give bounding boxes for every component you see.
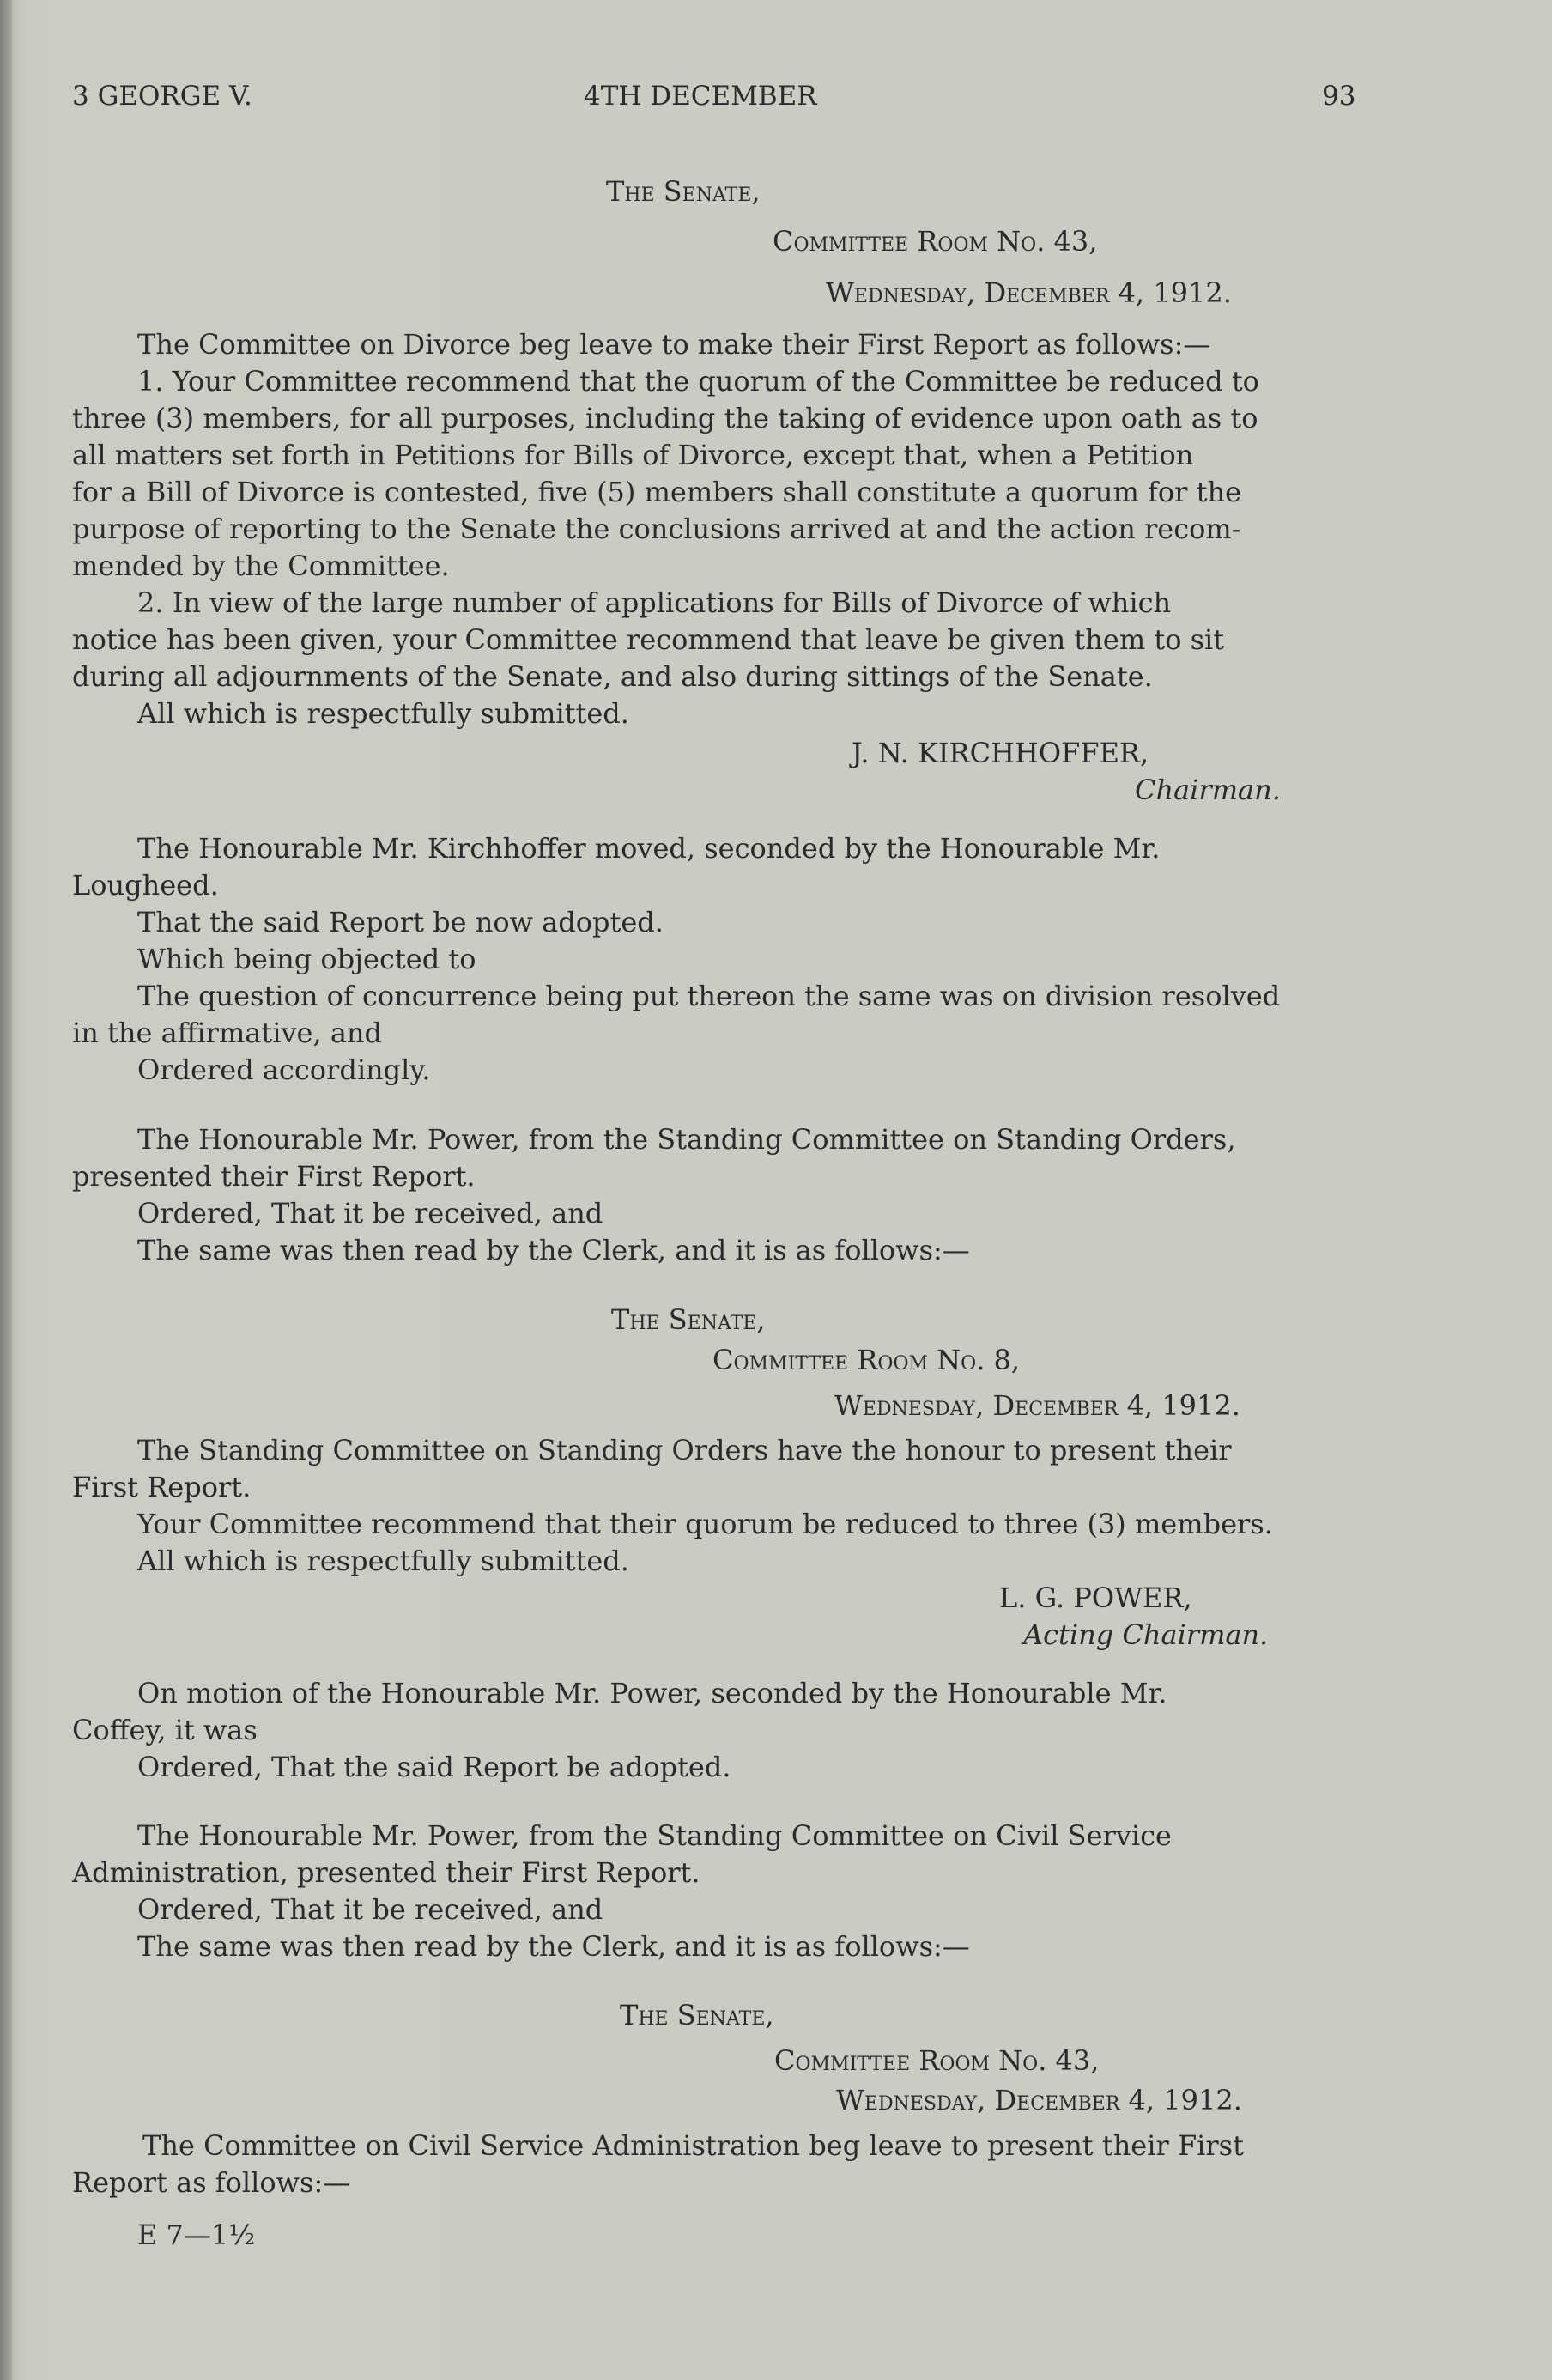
intro3-line: The same was then read by the Clerk, and it is as follows:—	[137, 1930, 970, 1963]
report3-room: Committee Room No. 43,	[774, 2044, 1100, 2077]
motion1-line: Which being objected to	[137, 943, 476, 975]
report1-line: The Committee on Divorce beg leave to make their First Report as follows:—	[137, 328, 1211, 361]
report1-line: during all adjournments of the Senate, and also during sittings of the Senate.	[72, 660, 1153, 693]
intro3-line: Administration, presented their First Report.	[72, 1856, 700, 1889]
report1-line: 2. In view of the large number of applications for Bills of Divorce of which	[137, 586, 1172, 619]
motion1-line: in the affirmative, and	[72, 1017, 382, 1049]
motion1-line: The question of concurrence being put thereon the same was on division resolved	[137, 980, 1281, 1012]
report1-signer-title: Chairman.	[1135, 774, 1281, 806]
report1-line: three (3) members, for all purposes, including the taking of evidence upon oath as to	[72, 402, 1258, 434]
motion2-line: Coffey, it was	[72, 1714, 258, 1746]
report3-line: The Committee on Civil Service Administration beg leave to present their First	[142, 2129, 1244, 2162]
page-number: 93	[1322, 81, 1356, 112]
intro3-line: Ordered, That it be received, and	[137, 1893, 603, 1926]
report2-line: Your Committee recommend that their quorum be reduced to three (3) members.	[137, 1508, 1273, 1540]
report1-line: notice has been given, your Committee recommend that leave be given them to sit	[72, 623, 1225, 656]
report1-date: Wednesday, December 4, 1912.	[826, 276, 1232, 309]
report2-date: Wednesday, December 4, 1912.	[834, 1389, 1240, 1422]
report2-senate: The Senate,	[611, 1303, 766, 1336]
motion1-line: The Honourable Mr. Kirchhoffer moved, seconded by the Honourable Mr.	[137, 832, 1161, 865]
report2-line: First Report.	[72, 1471, 252, 1503]
intro2-line: The same was then read by the Clerk, and it is as follows:—	[137, 1234, 970, 1266]
header-date: 4TH DECEMBER	[584, 81, 817, 112]
motion1-line: That the said Report be now adopted.	[137, 906, 664, 938]
header-session: 3 GEORGE V.	[72, 81, 252, 112]
report1-room: Committee Room No. 43,	[773, 225, 1098, 258]
report3-date: Wednesday, December 4, 1912.	[836, 2084, 1242, 2116]
report1-line: all matters set forth in Petitions for Bills of Divorce, except that, when a Petition	[72, 439, 1194, 471]
report1-line: purpose of reporting to the Senate the conclusions arrived at and the action recom-	[72, 513, 1241, 545]
page-binding-edge	[0, 0, 12, 2380]
report2-line: The Standing Committee on Standing Orders have the honour to present their	[137, 1434, 1232, 1466]
motion1-line: Lougheed.	[72, 869, 219, 902]
report1-line: for a Bill of Divorce is contested, five (5) members shall constitute a quorum for the	[72, 476, 1242, 508]
report2-signer-title: Acting Chairman.	[1023, 1618, 1269, 1651]
report3-senate: The Senate,	[620, 1999, 774, 2031]
report1-senate: The Senate,	[606, 175, 761, 208]
report1-line: 1. Your Committee recommend that the quorum of the Committee be reduced to	[137, 365, 1259, 398]
motion1-line: Ordered accordingly.	[137, 1053, 431, 1086]
report2-signer: L. G. POWER,	[999, 1582, 1192, 1614]
report2-room: Committee Room No. 8,	[712, 1344, 1021, 1376]
intro2-line: presented their First Report.	[72, 1160, 476, 1193]
report1-signer: J. N. KIRCHHOFFER,	[852, 737, 1149, 769]
intro2-line: Ordered, That it be received, and	[137, 1197, 603, 1229]
report1-line: All which is respectfully submitted.	[137, 697, 629, 730]
motion2-line: On motion of the Honourable Mr. Power, seconded by the Honourable Mr.	[137, 1677, 1167, 1709]
report1-line: mended by the Committee.	[72, 549, 450, 582]
motion2-line: Ordered, That the said Report be adopted.	[137, 1751, 731, 1783]
intro3-line: The Honourable Mr. Power, from the Standing Committee on Civil Service	[137, 1819, 1172, 1852]
intro2-line: The Honourable Mr. Power, from the Standing Committee on Standing Orders,	[137, 1123, 1236, 1156]
report2-line: All which is respectfully submitted.	[137, 1545, 629, 1577]
report3-line: Report as follows:—	[72, 2166, 351, 2199]
signature-mark: E 7—1½	[137, 2219, 256, 2251]
